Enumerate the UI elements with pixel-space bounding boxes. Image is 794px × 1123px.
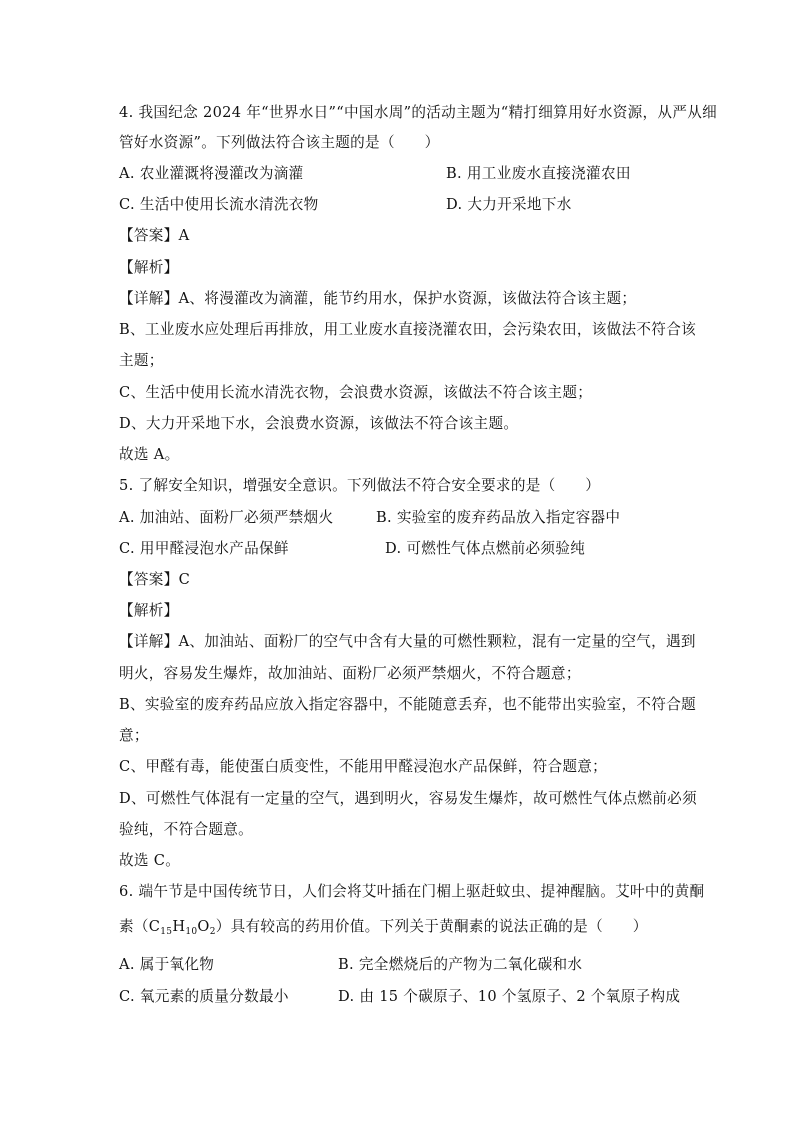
q6-option-b: B. 完全燃烧后的产物为二氧化碳和水: [338, 956, 583, 973]
q5-option-c: C. 用甲醛浸泡水产品保鲜: [119, 540, 289, 557]
q5-option-d: D. 可燃性气体点燃前必须验纯: [385, 540, 586, 557]
formula-element-c: C: [148, 918, 161, 935]
q4-stem-line2: 管好水资源”。下列做法符合该主题的是（ ）: [119, 134, 440, 151]
formula-subscript-c: 15: [160, 927, 173, 937]
q4-option-c: C. 生活中使用长流水清洗衣物: [119, 196, 319, 213]
q5-conclusion: 故选 C。: [119, 852, 181, 869]
q6-option-d: D. 由 15 个碳原子、10 个氢原子、2 个氧原子构成: [338, 988, 681, 1005]
q4-explanation-line: D、大力开采地下水，会浪费水资源，该做法不符合该主题。: [119, 415, 519, 432]
q5-explanation-line: 明火，容易发生爆炸，故加油站、面粉厂必须严禁烟火，不符合题意；: [119, 665, 581, 682]
q5-explanation-line: 验纯，不符合题意。: [119, 821, 254, 838]
q4-analysis-heading: 【解析】: [119, 259, 179, 276]
formula-element-h: H: [172, 918, 186, 935]
q5-explanation-line: C、甲醛有毒，能使蛋白质变性，不能用甲醛浸泡水产品保鲜，符合题意；: [119, 758, 608, 775]
q4-option-b: B. 用工业废水直接浇灌农田: [446, 165, 631, 182]
formula-element-o: O: [197, 918, 210, 935]
q5-option-a: A. 加油站、面粉厂必须严禁烟火: [119, 509, 334, 526]
q6-stem-suffix: ）具有较高的药用价值。下列关于黄酮素的说法正确的是（ ）: [215, 918, 648, 935]
q5-explanation-line: B、实验室的废弃药品应放入指定容器中，不能随意丢弃，也不能带出实验室，不符合题: [119, 696, 696, 713]
q5-option-b: B. 实验室的废弃药品放入指定容器中: [376, 509, 621, 526]
q4-answer: 【答案】A: [119, 227, 190, 244]
q5-analysis-heading: 【解析】: [119, 602, 179, 619]
formula-subscript-h: 10: [185, 927, 198, 937]
q6-option-a: A. 属于氧化物: [119, 956, 215, 973]
q5-explanation-line: 【详解】A、加油站、面粉厂的空气中含有大量的可燃性颗粒，混有一定量的空气，遇到: [119, 633, 696, 650]
q6-stem-line1: [119, 882, 704, 902]
q4-explanation-line: 主题；: [119, 352, 164, 369]
q4-option-d: D. 大力开采地下水: [446, 196, 572, 213]
q4-conclusion: 故选 A。: [119, 446, 180, 463]
q4-option-a: A. 农业灌溉将漫灌改为滴灌: [119, 165, 304, 182]
q4-explanation-line: 【详解】A、将漫灌改为滴灌，能节约用水，保护水资源，该做法符合该主题；: [119, 290, 637, 307]
q6-stem-line2: [119, 917, 648, 937]
q6-stem-text1: 端午节是中国传统节日，人们会将艾叶插在门楣上驱赶蚊虫、提神醒脑。艾叶中的黄酮: [138, 883, 705, 900]
q4-number: 4.: [119, 104, 134, 121]
q6-number: 6.: [119, 883, 134, 900]
q6-option-c: C. 氧元素的质量分数最小: [119, 988, 289, 1005]
chemical-formula: [149, 918, 216, 935]
q6-stem-prefix: 素（: [119, 918, 149, 935]
q5-answer: 【答案】C: [119, 571, 191, 588]
q4-explanation-line: C、生活中使用长流水清洗衣物，会浪费水资源，该做法不符合该主题；: [119, 384, 593, 401]
q4-stem-line1: [119, 103, 717, 123]
q5-explanation-line: D、可燃性气体混有一定量的空气，遇到明火，容易发生爆炸，故可燃性气体点燃前必须: [119, 790, 697, 807]
q5-explanation-line: 意；: [119, 727, 149, 744]
q5-number: 5.: [119, 477, 134, 494]
q4-stem-text1: 我国纪念 2024 年“世界水日”“中国水周”的活动主题为“精打细算用好水资源，从严从细: [138, 104, 718, 121]
formula-subscript-o: 2: [209, 927, 216, 937]
q5-stem-text1: 了解安全知识，增强安全意识。下列做法不符合安全要求的是（ ）: [138, 477, 601, 494]
q5-stem-line1: [119, 476, 600, 496]
q4-explanation-line: B、工业废水应处理后再排放，用工业废水直接浇灌农田，会污染农田，该做法不符合该: [119, 321, 696, 338]
